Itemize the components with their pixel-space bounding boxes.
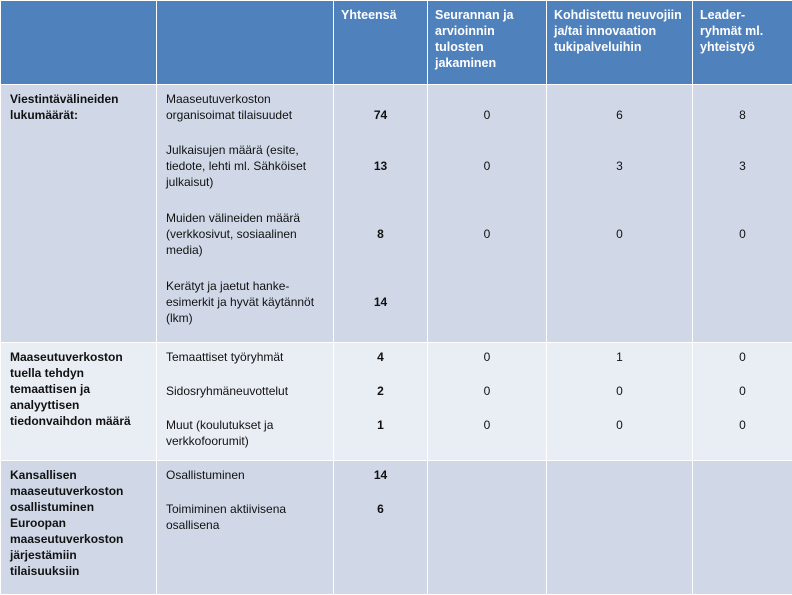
total-value: 14 — [334, 467, 427, 501]
total-value: 1 — [334, 417, 427, 433]
leader-column — [693, 85, 792, 343]
total-value: 8 — [334, 226, 427, 294]
item-text: Osallistuminen — [166, 467, 324, 501]
total-value: 2 — [334, 383, 427, 417]
total-value: 13 — [334, 158, 427, 226]
cell-value: 0 — [547, 226, 692, 294]
item-text: Sidosryhmäneuvottelut — [166, 383, 324, 417]
total-value: 4 — [334, 349, 427, 383]
item-text: Temaattiset työryhmät — [166, 349, 324, 383]
item-text: Maaseutuverkoston organisoimat tilaisuudet — [166, 91, 324, 142]
section-label: Kansallisen maaseutuverkoston osallistuminen Euroopan maaseutuverkoston järjestämiin tilaisuuksiin — [1, 461, 157, 595]
item-text: Muiden välineiden määrä (verkkosivut, sosiaalinen media) — [166, 210, 324, 278]
header-cell-monitoring: Seurannan ja arvioinnin tulosten jakaminen — [428, 1, 547, 85]
cell-value: 0 — [428, 349, 546, 383]
cell-value: 0 — [428, 158, 546, 226]
cell-value: 0 — [547, 383, 692, 417]
item-list — [157, 343, 334, 461]
header-cell-advisors: Kohdistettu neuvojiin ja/tai innovaation tukipalveluihin — [547, 1, 693, 85]
cell-value: 6 — [547, 107, 692, 158]
cell-value: 0 — [428, 417, 546, 433]
cell-value: 1 — [547, 349, 692, 383]
advisors-column — [547, 85, 693, 343]
cell-value: 0 — [693, 226, 792, 294]
section-label: Maaseutuverkoston tuella tehdyn temaattisen ja analyyttisen tiedonvaihdon määrä — [1, 343, 157, 461]
table-row-european-network — [1, 461, 792, 595]
leader-column — [693, 343, 792, 461]
empty-cell — [693, 461, 792, 595]
cell-value: 8 — [693, 107, 792, 158]
section-label: Viestintävälineiden lukumäärät: — [1, 85, 157, 343]
cell-value: 0 — [428, 383, 546, 417]
cell-value: 3 — [547, 158, 692, 226]
total-value: 74 — [334, 107, 427, 158]
cell-value: 0 — [428, 226, 546, 294]
advisors-column — [547, 343, 693, 461]
cell-value: 0 — [693, 383, 792, 417]
monitoring-column — [428, 343, 547, 461]
total-column — [334, 343, 428, 461]
cell-value: 0 — [428, 107, 546, 158]
cell-value: 0 — [693, 417, 792, 433]
item-list — [157, 85, 334, 343]
header-row — [1, 1, 792, 85]
total-column — [334, 461, 428, 595]
cell-value: 0 — [547, 417, 692, 433]
header-cell-leader: Leader-ryhmät ml. yhteistyö — [693, 1, 792, 85]
cell-value: 0 — [693, 349, 792, 383]
total-value: 14 — [334, 294, 427, 310]
item-text: Muut (koulutukset ja verkkofoorumit) — [166, 417, 324, 453]
item-list — [157, 461, 334, 595]
table-row-thematic-exchange — [1, 343, 792, 461]
header-cell-label — [1, 1, 157, 85]
total-column — [334, 85, 428, 343]
table-row-communication — [1, 85, 792, 343]
item-text: Kerätyt ja jaetut hanke-esimerkit ja hyvät käytännöt (lkm) — [166, 278, 324, 334]
cell-value: 3 — [693, 158, 792, 226]
header-cell-total: Yhteensä — [334, 1, 428, 85]
empty-cell — [428, 461, 547, 595]
empty-cell — [547, 461, 693, 595]
total-value: 6 — [334, 501, 427, 517]
item-text: Julkaisujen määrä (esite, tiedote, lehti ml. Sähköiset julkaisut) — [166, 142, 324, 210]
item-text: Toimiminen aktiivisena osallisena — [166, 501, 324, 541]
header-cell-item — [157, 1, 334, 85]
monitoring-column — [428, 85, 547, 343]
